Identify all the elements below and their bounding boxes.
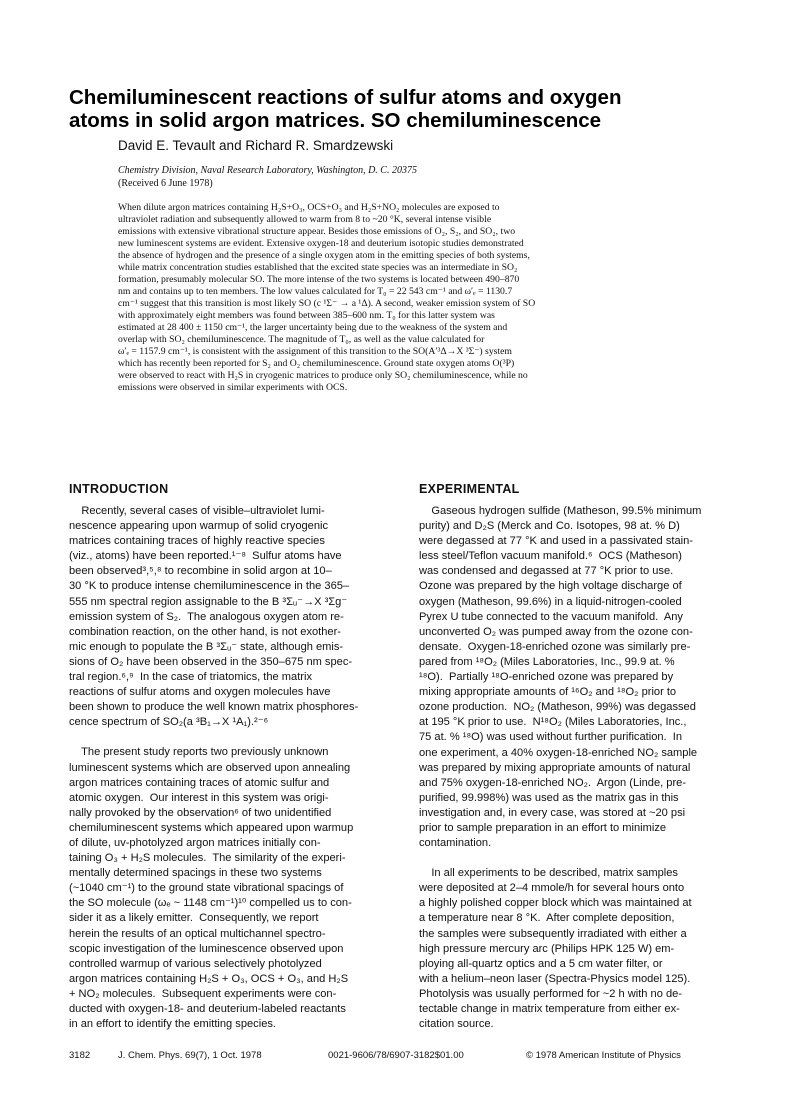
text-line: and 75% oxygen-18-enriched NO₂. Argon (Linde, pre-: [419, 776, 687, 789]
abstract-line: ultraviolet radiation and subsequently allowed to warm from 8 to ~20 °K, several intense visible: [118, 214, 492, 225]
copyright-notice: © 1978 American Institute of Physics: [526, 1050, 681, 1061]
text-line: purified, 99.998%) was used as the matrix gas in this: [419, 791, 679, 804]
text-line: reactions of sulfur atoms and oxygen molecules have: [69, 686, 331, 699]
title-line-2: atoms in solid argon matrices. SO chemiluminescence: [69, 109, 602, 132]
text-line: Ozone was prepared by the high voltage discharge of: [419, 580, 682, 593]
abstract-line: new luminescent systems are evident. Extensive oxygen-18 and deuterium isotopic studies demonstrated: [118, 238, 524, 249]
abstract-line: which has recently been reported for S₂ and O₂ chemiluminescence. Ground state oxygen atoms O(³P): [118, 358, 515, 369]
text-line: Recently, several cases of visible–ultraviolet lumi-: [69, 505, 325, 517]
text-line: herein the results of an optical multichannel spectro-: [69, 927, 326, 940]
text-line: chemiluminescent systems which appeared upon warmup: [69, 821, 354, 834]
text-line: pared from ¹⁸O₂ (Miles Laboratories, Inc., 99.9 at. %: [419, 655, 675, 668]
text-line: been shown to produce the well known matrix phosphores-: [69, 701, 359, 714]
text-line: unconverted O₂ was pumped away from the ozone con-: [419, 625, 693, 638]
text-line: prior to sample preparation in an effort to minimize: [419, 821, 667, 834]
text-line: ploying all-quartz optics and a 5 cm water filter, or: [419, 957, 663, 970]
text-line: in an effort to identify the emitting species.: [69, 1018, 276, 1031]
text-line: Photolysis was usually performed for ~2 h with no de-: [419, 987, 682, 1000]
text-line: ducted with oxygen-18- and deuterium-labeled reactants: [69, 1003, 346, 1015]
text-line: tectable change in matrix temperature from either ex-: [419, 1003, 680, 1015]
text-line: at 195 °K prior to use. N¹⁸O₂ (Miles Laboratories, Inc.,: [419, 716, 687, 729]
text-line: The present study reports two previously unknown: [69, 746, 329, 759]
text-line: Gaseous hydrogen sulfide (Matheson, 99.5% minimum: [419, 505, 702, 517]
text-line: a temperature near 8 °K. After complete deposition,: [419, 912, 675, 925]
text-line: mixing appropriate amounts of ¹⁶O₂ and ¹⁸O₂ prior to: [419, 686, 677, 699]
abstract-line: ω′ₑ = 1157.9 cm⁻¹, is consistent with the assignment of this transition to the SO(A′³Δ→X ³Σ⁻) system: [118, 346, 512, 357]
text-line: been observed³,⁵,⁸ to recombine in solid argon at 10–: [69, 565, 332, 578]
text-line: emission system of S₂. The analogous oxygen atom re-: [69, 610, 344, 623]
abstract-line: When dilute argon matrices containing H₂S+O₃, OCS+O₃ and H₂S+NO₂ molecules are exposed to: [118, 202, 500, 213]
text-line: argon matrices containing H₂S + O₃, OCS + O₃, and H₂S: [69, 972, 349, 985]
text-line: high pressure mercury arc (Philips HPK 125 W) em-: [419, 942, 675, 955]
affiliation: Chemistry Division, Naval Research Laboratory, Washington, D. C. 20375: [118, 165, 417, 176]
abstract-line: emissions were observed in similar experiments with OCS.: [118, 382, 348, 393]
text-line: cence spectrum of SO₂(a ³B₁→X ¹A₁).²⁻⁶: [69, 716, 269, 729]
paragraph-break: [419, 851, 701, 866]
section-heading-experimental: EXPERIMENTAL: [419, 482, 520, 496]
text-line: Pyrex U tube connected to the vacuum manifold. Any: [419, 610, 683, 623]
introduction-text: [69, 504, 358, 1032]
text-line: investigation and, in every case, was stored at ~20 psi: [419, 806, 686, 819]
text-line: one experiment, a 40% oxygen-18-enriched NO₂ sample: [419, 746, 698, 759]
text-line: atomic oxygen. Our interest in this system was origi-: [69, 791, 329, 804]
text-line: were degassed at 77 °K and used in a passivated stain-: [419, 535, 693, 548]
abstract-line: estimated at 28 400 ± 1150 cm⁻¹, the larger uncertainty being due to the weakness of the system and: [118, 322, 508, 333]
text-line: In all experiments to be described, matrix samples: [419, 867, 678, 880]
text-line: was prepared by mixing appropriate amounts of natural: [419, 761, 691, 774]
text-line: sions of O₂ have been observed in the 350–675 nm spec-: [69, 655, 353, 668]
abstract: [118, 202, 710, 394]
received-date: (Received 6 June 1978): [118, 177, 213, 189]
text-line: ozone production. NO₂ (Matheson, 99%) was degassed: [419, 701, 696, 714]
text-line: mentally determined spacings in these two systems: [69, 867, 322, 880]
text-line: luminescent systems which are observed upon annealing: [69, 761, 351, 774]
text-line: citation source.: [419, 1018, 494, 1031]
text-line: contamination.: [419, 837, 492, 850]
section-heading-introduction: INTRODUCTION: [69, 482, 169, 496]
text-line: of dilute, uv-photolyzed argon matrices initially con-: [69, 836, 321, 849]
experimental-text: [419, 504, 701, 1032]
abstract-line: formation, presumably molecular SO. The more intense of the two systems is located between 490–870: [118, 274, 520, 285]
text-line: argon matrices containing traces of atomic sulfur and: [69, 776, 330, 789]
text-line: were deposited at 2–4 mmole/h for several hours onto: [419, 882, 685, 895]
text-line: 30 °K to produce intense chemiluminescence in the 365–: [69, 580, 350, 593]
text-line: controlled warmup of various selectively photolyzed: [69, 957, 322, 970]
text-line: oxygen (Matheson, 99.6%) in a liquid-nitrogen-cooled: [419, 595, 682, 608]
text-line: scopic investigation of the luminescence observed upon: [69, 942, 344, 955]
abstract-line: emissions with extensive vibrational structure appear. Besides those emissions of O₂, S₂, and SO₂, two: [118, 226, 516, 237]
text-line: the samples were subsequently irradiated with either a: [419, 927, 687, 940]
paragraph-break: [69, 730, 358, 745]
abstract-line: were observed to react with H₂S in cryogenic matrices to produce only SO₂ chemiluminescence, while no: [118, 370, 528, 381]
text-line: tral region.⁶,⁹ In the case of triatomics, the matrix: [69, 671, 312, 684]
abstract-line: nm and contains up to ten members. The low values calculated for T₀ = 22 543 cm⁻¹ and ω′ₑ = 1130.7: [118, 286, 513, 297]
title-line-1: Chemiluminescent reactions of sulfur atoms and oxygen: [69, 86, 622, 109]
abstract-line: with approximately eight members was found between 385–600 nm. T₀ for this latter system was: [118, 310, 495, 321]
text-line: was condensed and degassed at 77 °K prior to use.: [419, 565, 674, 578]
text-line: 555 nm spectral region assignable to the B ³Σᵤ⁻→X ³Σg⁻: [69, 595, 348, 608]
text-line: mic enough to populate the B ³Σᵤ⁻ state, although emis-: [69, 640, 344, 653]
text-line: 75 at. % ¹⁸O) was used without further purification. In: [419, 731, 683, 744]
abstract-line: overlap with SO₂ chemiluminescence. The magnitude of T₀, as well as the value calculated for: [118, 334, 485, 345]
abstract-line: while matrix concentration studies established that the excited state species was an intermediate in SO₂: [118, 262, 518, 273]
text-line: a highly polished copper block which was maintained at: [419, 897, 692, 910]
page-number: 3182: [69, 1050, 91, 1061]
text-line: taining O₃ + H₂S molecules. The similarity of the experi-: [69, 852, 346, 865]
text-line: nally provoked by the observation⁶ of two unidentified: [69, 806, 332, 819]
text-line: (viz., atoms) have been reported.¹⁻⁸ Sulfur atoms have: [69, 550, 342, 563]
article-title: [69, 86, 689, 132]
text-line: the SO molecule (ωₑ ~ 1148 cm⁻¹)¹⁰ compelled us to con-: [69, 897, 352, 910]
text-line: + NO₂ molecules. Subsequent experiments were con-: [69, 987, 337, 1000]
text-line: purity) and D₂S (Merck and Co. Isotopes, 98 at. % D): [419, 520, 680, 533]
text-line: less steel/Teflon vacuum manifold.⁶ OCS (Matheson): [419, 550, 682, 563]
text-line: (~1040 cm⁻¹) to the ground state vibrational spacings of: [69, 882, 344, 895]
author-list: David E. Tevault and Richard R. Smardzewski: [118, 138, 394, 153]
text-line: with a helium–neon laser (Spectra-Physics model 125).: [419, 972, 691, 985]
article-code: 0021-9606/78/6907-3182$01.00: [328, 1050, 464, 1061]
text-line: combination reaction, on the other hand, is not exother-: [69, 625, 341, 638]
text-line: matrices containing traces of highly reactive species: [69, 535, 325, 548]
text-line: ¹⁸O). Partially ¹⁸O-enriched ozone was prepared by: [419, 671, 674, 684]
abstract-line: cm⁻¹ suggest that this transition is most likely SO (c ¹Σ⁻ → a ¹Δ). A second, weaker emission system of SO: [118, 298, 536, 309]
text-line: nescence appearing upon warmup of solid cryogenic: [69, 520, 329, 533]
text-line: sider it as a likely emitter. Consequently, we report: [69, 912, 319, 925]
journal-citation: J. Chem. Phys. 69(7), 1 Oct. 1978: [118, 1050, 262, 1061]
text-line: densate. Oxygen-18-enriched ozone was similarly pre-: [419, 640, 691, 653]
abstract-line: the absence of hydrogen and the presence of a single oxygen atom in the emitting species of both systems,: [118, 250, 530, 261]
affiliation-block: [118, 165, 417, 190]
